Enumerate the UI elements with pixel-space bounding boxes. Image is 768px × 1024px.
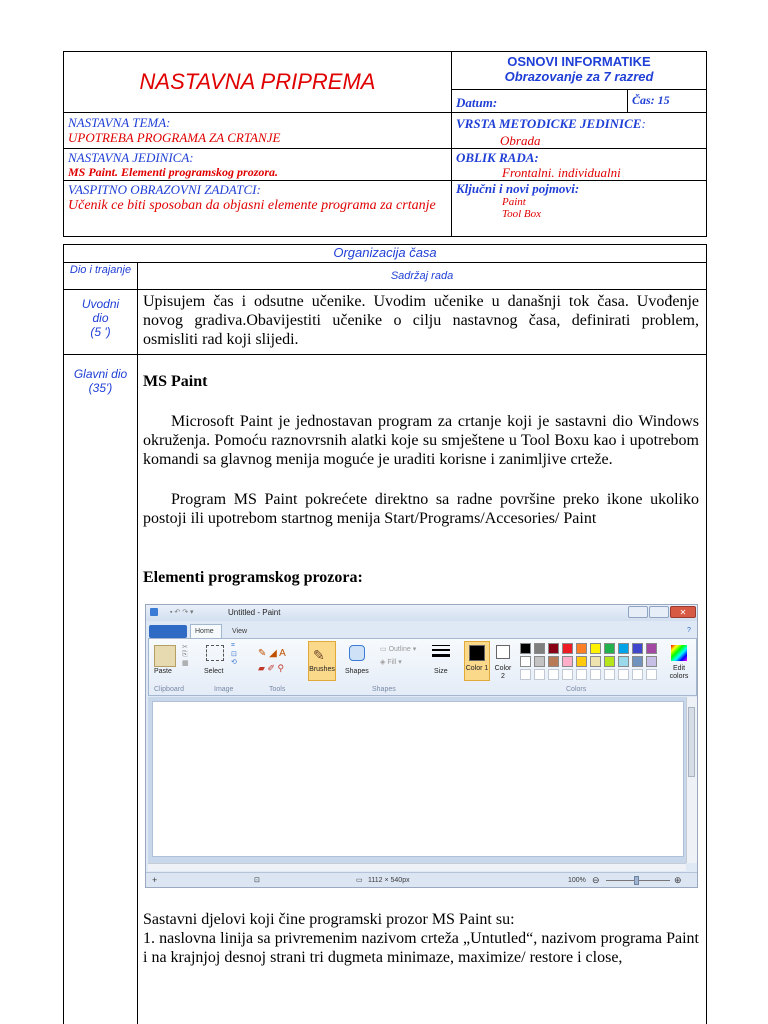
topic-label: NASTAVNA TEMA: (68, 115, 171, 130)
palette-swatch[interactable] (562, 656, 573, 667)
page-title: NASTAVNA PRIPREMA (139, 69, 376, 94)
row-divider (63, 262, 707, 263)
subject: OSNOVI INFORMATIKE (507, 54, 651, 69)
paragraph-4: 1. naslovna linija sa privremenim nazivom crteža „Untutled“, nazivom programa Paint i na krajnjoj desnoj strani tri dugmeta minimaze, maximize/ restore i close, (143, 930, 699, 966)
close-button[interactable]: ✕ (670, 606, 696, 618)
method-value: Obrada (500, 133, 541, 148)
cursor-position-icon: + (152, 875, 158, 885)
maximize-button[interactable] (649, 606, 669, 618)
palette-swatch[interactable] (590, 643, 601, 654)
section-heading-elements: Elementi programskog prozora: (143, 569, 363, 586)
outline-label: Outline (388, 646, 411, 653)
zoom-level: 100% (568, 877, 586, 884)
palette-swatch[interactable] (562, 643, 573, 654)
palette-swatch[interactable] (520, 656, 531, 667)
paint-screenshot (145, 604, 698, 888)
paint-menu-button[interactable] (149, 625, 187, 638)
canvas-size: 1112 × 540px (368, 877, 410, 884)
date-label: Datum: (456, 95, 498, 110)
paste-icon[interactable] (154, 645, 176, 667)
shapes-label: Shapes (345, 668, 369, 675)
unit-cell (64, 149, 452, 181)
grade: Obrazovanje za 7 razred (504, 69, 654, 84)
brush-icon: ✎ (313, 647, 325, 663)
select-icon[interactable] (206, 645, 224, 661)
palette-swatch-empty[interactable] (520, 669, 531, 680)
palette-swatch[interactable] (534, 656, 545, 667)
column-divider (137, 262, 138, 1024)
cut-copy-icons[interactable]: ✂ ⎘ ▦ (182, 644, 189, 667)
fill-option[interactable]: ◈ Fill ▾ (380, 659, 402, 666)
color1-swatch (469, 645, 485, 661)
outline-option[interactable]: ▭ Outline ▾ (380, 646, 417, 653)
edit-colors-label: Edit colors (669, 665, 689, 680)
tab-view-label[interactable]: View (232, 628, 248, 635)
paste-label: Paste (154, 668, 172, 675)
goals-cell (64, 181, 452, 237)
zoom-in-icon[interactable]: ⊕ (674, 875, 682, 885)
zoom-slider-thumb[interactable] (634, 876, 639, 885)
group-tools: Tools (269, 686, 286, 693)
paragraph-1: Microsoft Paint je jednostavan program za crtanje koji je sastavni dio Windows okruženja. Pomoću raznovrsnih alatki koje su smještene u Tool Boxu kao i upotrebom komandi sa glavnog menija moguće je uraditi korisne i zanimljive crteže. (143, 413, 699, 468)
size-line (432, 645, 450, 646)
pencil-fill-text-icons[interactable]: ✎ ◢ A (258, 648, 286, 659)
palette-swatch-empty[interactable] (576, 669, 587, 680)
title-cell (64, 52, 452, 113)
keywords-label: Ključni i novi pojmovi: (456, 181, 580, 196)
palette-swatch-empty[interactable] (548, 669, 559, 680)
topic-value: UPOTREBA PROGRAMA ZA CRTANJE (68, 130, 281, 145)
eraser-picker-magnifier-icons[interactable]: ▰ ✐ ⚲ (258, 663, 285, 673)
main-part (64, 367, 137, 395)
size-line (432, 649, 450, 651)
horizontal-scrollbar[interactable] (148, 863, 686, 871)
shapes-icon[interactable] (349, 645, 365, 661)
palette-swatch[interactable] (590, 656, 601, 667)
lesson-number: Čas: 15 (632, 93, 670, 107)
drawing-canvas[interactable] (152, 701, 684, 857)
palette-swatch-empty[interactable] (632, 669, 643, 680)
size-label[interactable]: Size (434, 668, 448, 675)
palette-swatch[interactable] (534, 643, 545, 654)
fill-label: Fill (387, 659, 397, 666)
select-label: Select (204, 668, 224, 675)
keyword-item: Paint (502, 196, 526, 208)
paragraph-3: Sastavni djelovi koji čine programski prozor MS Paint su: (143, 911, 515, 928)
col-header-part: Dio i trajanje (69, 264, 132, 276)
palette-swatch-empty[interactable] (604, 669, 615, 680)
header-table (63, 51, 707, 237)
group-image: Image (214, 686, 234, 693)
palette-swatch[interactable] (618, 643, 629, 654)
palette-swatch[interactable] (604, 656, 615, 667)
group-clipboard: Clipboard (154, 686, 184, 693)
goals-label: VASPITNO OBRAZOVNI ZADATCI: (68, 182, 261, 197)
paragraph-2: Program MS Paint pokrećete direktno sa radne površine preko ikone ukoliko postoji ili upotrebom startnog menija Start/Programs/Accesories/ Paint (143, 491, 699, 527)
palette-swatch-empty[interactable] (590, 669, 601, 680)
organization-title: Organizacija časa (333, 245, 437, 260)
form-cell (452, 149, 707, 181)
goals-value: Učenik ce biti sposoban da objasni elemente programa za crtanje (68, 198, 436, 213)
palette-swatch[interactable] (646, 643, 657, 654)
image-tools-icons[interactable]: ⌗ ⊡ ⟲ (231, 642, 237, 666)
main-part-label: Glavni dio (73, 367, 128, 381)
date-cell (452, 90, 628, 113)
intro-text: Upisujem čas i odsutne učenike. Uvodim učenike u današnji tok časa. Uvođenje novog gradiva.Obavijestiti učenike o cilju nastavnog časa, definirati problem, osmisliti rad koji slijedi. (143, 293, 699, 348)
zoom-out-icon[interactable]: ⊖ (592, 875, 600, 885)
method-label: VRSTA METODICKE JEDINICE (456, 116, 642, 131)
group-colors: Colors (566, 686, 587, 693)
lesson-cell (628, 90, 707, 113)
help-icon[interactable]: ? (687, 627, 691, 634)
color-palette (520, 643, 670, 683)
unit-value: MS Paint. Elementi programskog prozora. (68, 165, 279, 179)
intro-part-time: (5 ') (90, 325, 111, 339)
canvas-size-icon: ▭ (356, 877, 363, 884)
palette-swatch[interactable] (646, 656, 657, 667)
intro-part (64, 297, 137, 339)
palette-swatch[interactable] (632, 643, 643, 654)
row-divider (63, 289, 707, 290)
palette-swatch[interactable] (548, 643, 559, 654)
quick-access-toolbar: ▪ ↶ ↷ ▾ (170, 609, 194, 616)
color2-label: Color 2 (494, 665, 512, 680)
palette-swatch-empty[interactable] (562, 669, 573, 680)
form-label: OBLIK RADA: (456, 150, 539, 165)
palette-swatch[interactable] (618, 656, 629, 667)
color2-swatch[interactable] (496, 645, 510, 659)
section-heading-ms-paint: MS Paint (143, 373, 208, 390)
palette-swatch-empty[interactable] (618, 669, 629, 680)
tab-home-label: Home (195, 628, 214, 635)
edit-colors-icon[interactable] (671, 645, 687, 661)
palette-swatch-empty[interactable] (646, 669, 657, 680)
brushes-label: Brushes (309, 666, 335, 673)
method-colon: : (641, 116, 646, 131)
keywords-cell (452, 181, 707, 237)
size-line (432, 654, 450, 657)
color1-label: Color 1 (465, 665, 489, 672)
minimize-button[interactable] (628, 606, 648, 618)
palette-swatch[interactable] (576, 643, 587, 654)
palette-swatch[interactable] (576, 656, 587, 667)
unit-label: NASTAVNA JEDINICA: (68, 150, 194, 165)
palette-swatch[interactable] (548, 656, 559, 667)
keyword-item: Tool Box (502, 208, 542, 220)
paint-window-title: Untitled - Paint (228, 608, 281, 617)
topic-cell (64, 113, 452, 149)
palette-swatch[interactable] (520, 643, 531, 654)
palette-swatch[interactable] (632, 656, 643, 667)
selection-size-icon: ⊡ (254, 877, 260, 884)
intro-part-label: Uvodni dio (81, 297, 120, 325)
row-divider (63, 354, 707, 355)
palette-swatch-empty[interactable] (534, 669, 545, 680)
group-shapes: Shapes (372, 686, 396, 693)
form-value: Frontalni. individualni (502, 165, 621, 180)
main-part-time: (35') (88, 381, 113, 395)
palette-swatch[interactable] (604, 643, 615, 654)
method-cell (452, 113, 707, 149)
subject-cell (452, 52, 707, 90)
col-header-content: Sadržaj rada (390, 270, 454, 282)
paint-app-icon (150, 608, 158, 616)
vertical-scroll-thumb[interactable] (688, 707, 695, 777)
